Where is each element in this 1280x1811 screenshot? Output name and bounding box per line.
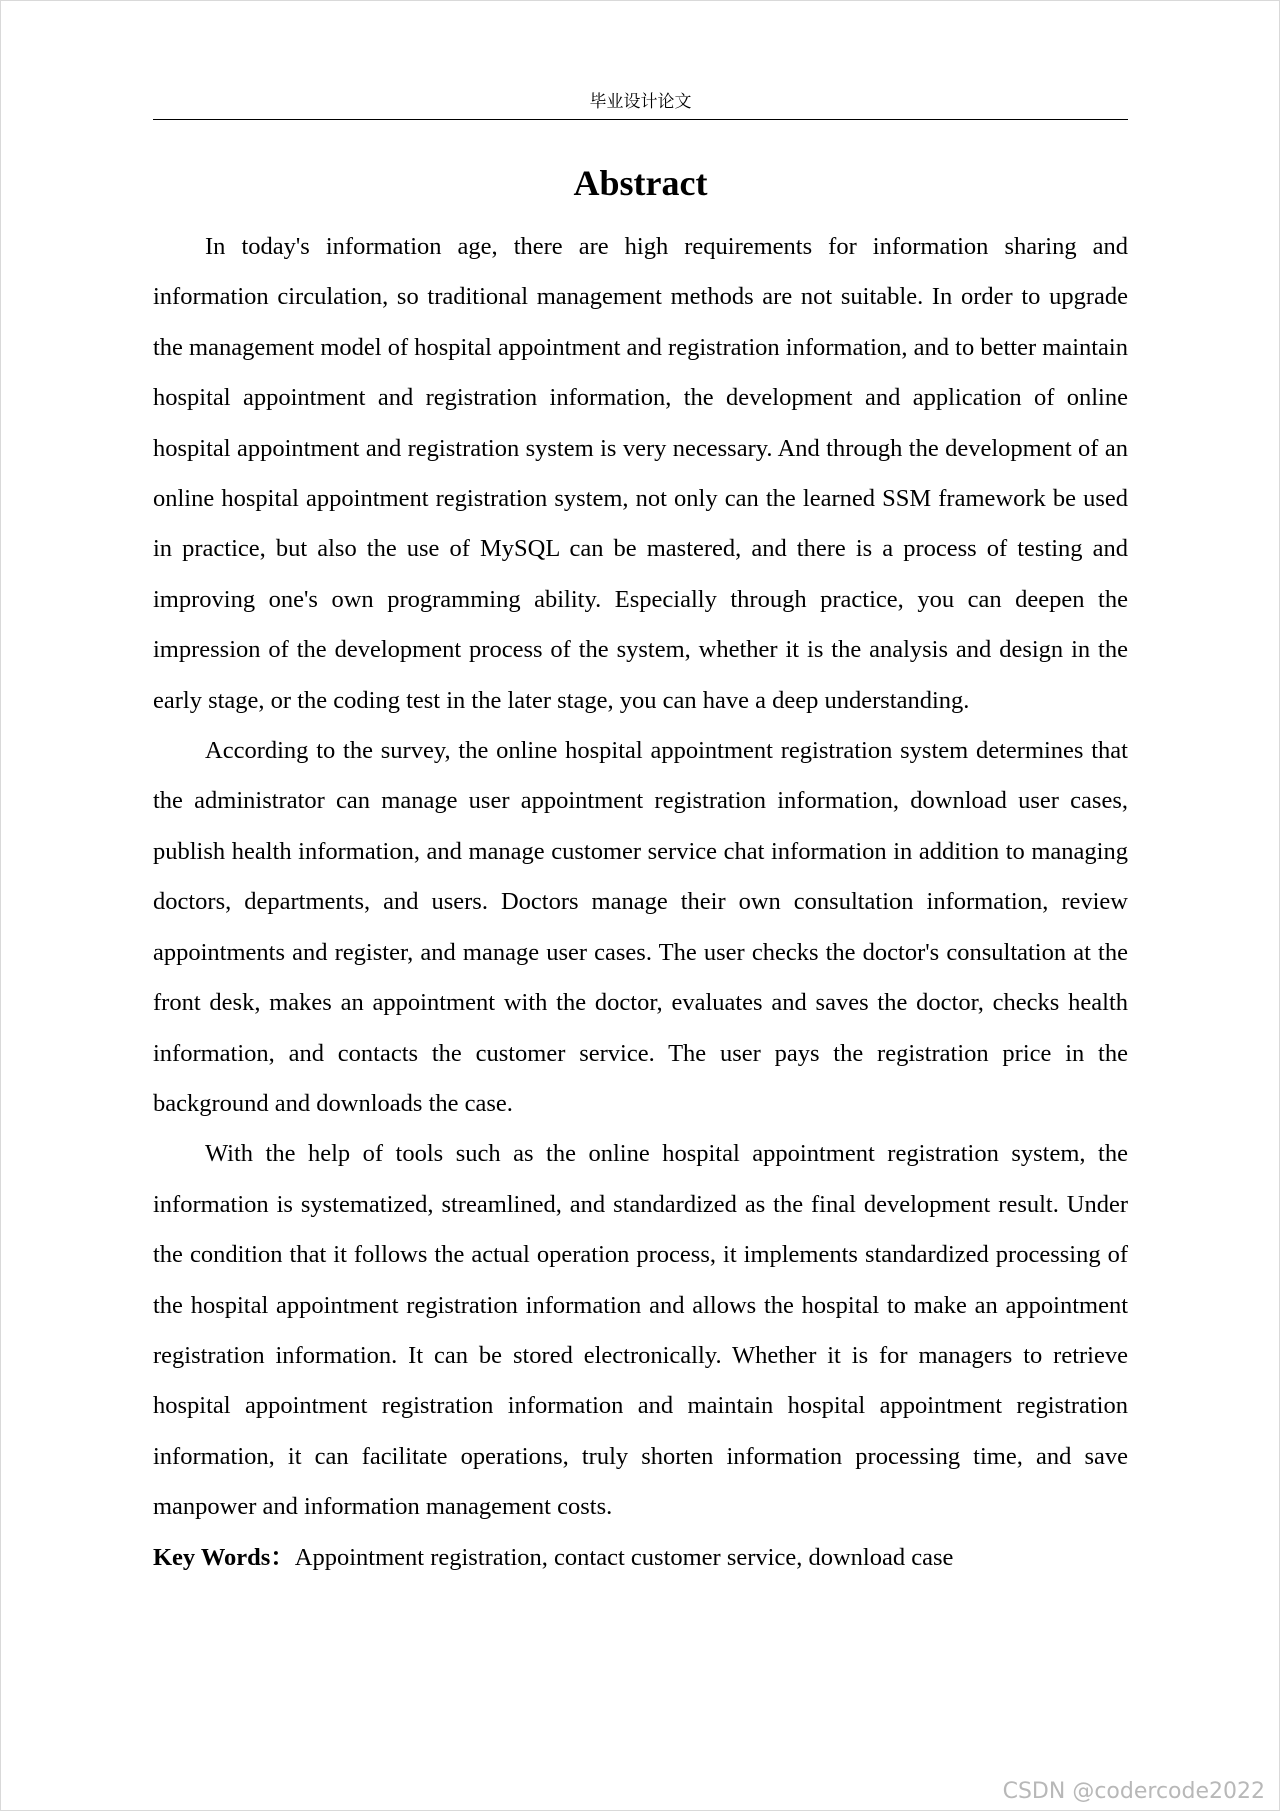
header-divider: [153, 119, 1128, 120]
abstract-paragraph-3: With the help of tools such as the online hospital appointment registration system, the information is systematized, streamlined, and standardized as the final development result. Under the condition that it follows the actual operation process, it implements standardized processing of the hospital appointment registration information and allows the hospital to make an appointment registration information. It can be stored electronically. Whether it is for managers to retrieve hospital appointment registration information and maintain hospital appointment registration information, it can facilitate operations, truly shorten information processing time, and save manpower and information management costs.: [153, 1140, 1128, 1521]
page-title: Abstract: [573, 163, 708, 203]
keywords-label: Key Words：: [153, 1543, 295, 1571]
running-header: 毕业设计论文: [589, 92, 692, 112]
abstract-paragraph-2: According to the survey, the online hospital appointment registration system determines that the administrator can manage user appointment registration information, download user cases, publish health information, and manage customer service chat information in addition to managing doctors, departments, and users. Doctors manage their own consultation information, review appointments and register, and manage user cases. The user checks the doctor's consultation at the front desk, makes an appointment with the doctor, evaluates and saves the doctor, checks health information, and contacts the customer service. The user pays the registration price in the background and downloads the case.: [153, 737, 1128, 1117]
keywords-text: Appointment registration, contact customer service, download case: [294, 1543, 954, 1571]
keywords-line: [153, 1533, 1128, 1583]
abstract-paragraph-1: In today's information age, there are high requirements for information sharing and information circulation, so traditional management methods are not suitable. In order to upgrade the management model of hospital appointment and registration information, and to better maintain hospital appointment and registration information, the development and application of online hospital appointment and registration system is very necessary. And through the development of an online hospital appointment registration system, not only can the learned SSM framework be used in practice, but also the use of MySQL can be mastered, and there is a process of testing and improving one's own programming ability. Especially through practice, you can deepen the impression of the development process of the system, whether it is the analysis and design in the early stage, or the coding test in the later stage, you can have a deep understanding.: [153, 233, 1128, 714]
abstract-body: [153, 222, 1128, 1583]
watermark: CSDN @codercode2022: [1002, 1779, 1265, 1804]
